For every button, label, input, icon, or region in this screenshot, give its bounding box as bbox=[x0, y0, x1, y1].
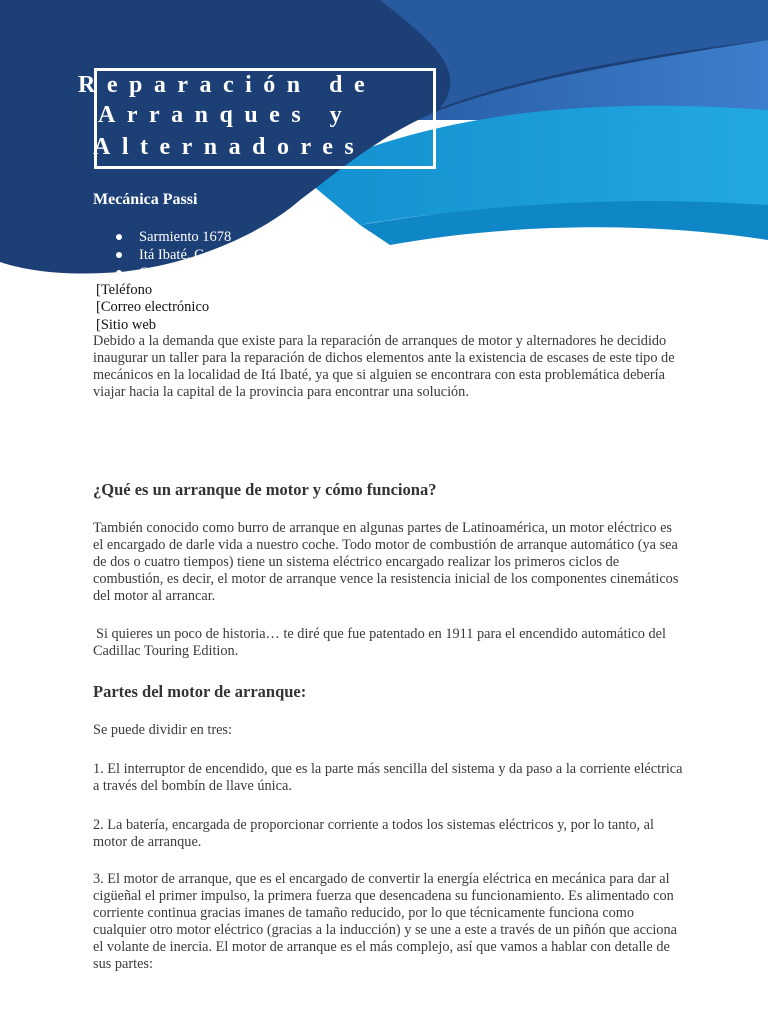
address-city: Itá Ibaté, Corrientes bbox=[114, 246, 255, 264]
address-street: Sarmiento 1678 bbox=[114, 228, 255, 246]
company-name: Mecánica Passi bbox=[93, 191, 198, 208]
paragraph-definition: También conocido como burro de arranque en algunas partes de Latinoamérica, un motor eléctrico es el encargado de darle vida a nuestro coche. Todo motor de combustión de arranque automático (ya sea de dos o cuatro tiempos) tiene un sistema eléctrico encargado realizar los primeros ciclos de combustión, es decir, el motor de arranque vence la resistencia inicial de los componentes cinemáticos del motor al arrancar. bbox=[93, 520, 679, 604]
contact-phone-placeholder[interactable]: [Teléfono bbox=[96, 282, 153, 298]
paragraph-history: Si quieres un poco de historia… te diré que fue patentado en 1911 para el encendido automático del Cadillac Touring Edition. bbox=[93, 626, 666, 659]
title-line-3: Alternadores bbox=[93, 134, 366, 160]
paragraph-divide: Se puede dividir en tres: bbox=[93, 722, 232, 738]
title-line-1: Reparación de bbox=[78, 72, 377, 98]
paragraph-part-1: 1. El interruptor de encendido, que es la parte más sencilla del sistema y da paso a la corriente eléctrica a través del bombín de llave única. bbox=[93, 761, 683, 794]
contact-email-placeholder[interactable]: [Correo electrónico bbox=[96, 299, 210, 315]
contact-website-placeholder[interactable]: [Sitio web bbox=[96, 317, 157, 333]
paragraph-part-3: 3. El motor de arranque, que es el encargado de convertir la energía eléctrica en mecánica para dar al cigüeñal el primer impulso, la primera fuerza que desencadena su funcionamiento. Es alimentado con corriente continua gracias imanes de tamaño reducido, por lo que técnicamente funciona como cualquier otro motor eléctrico (gracias a la inducción) y se une a este a través de un piñón que acciona el volante de inercia. El motor de arranque es el más complejo, así que vamos a hablar con detalle de sus partes: bbox=[93, 871, 677, 972]
paragraph-part-2: 2. La batería, encargada de proporcionar corriente a todos los sistemas eléctricos y, por lo tanto, al motor de arranque. bbox=[93, 817, 654, 850]
intro-paragraph: Debido a la demanda que existe para la reparación de arranques de motor y alternadores he decidido inaugurar un taller para la reparación de dichos elementos ante la existencia de escases de este tipo de mecánicos en la localidad de Itá Ibaté, ya que si alguien se encontrara con esta problemática debería viajar hacia la capital de la provincia para encontrar una solución. bbox=[93, 333, 675, 400]
title-line-2: Arranques y bbox=[98, 102, 354, 128]
heading-starter-parts: Partes del motor de arranque: bbox=[93, 682, 307, 701]
address-list bbox=[114, 228, 255, 282]
address-postal-code: CP: 3480 bbox=[114, 264, 255, 282]
heading-what-is-starter: ¿Qué es un arranque de motor y cómo funciona? bbox=[93, 480, 437, 499]
